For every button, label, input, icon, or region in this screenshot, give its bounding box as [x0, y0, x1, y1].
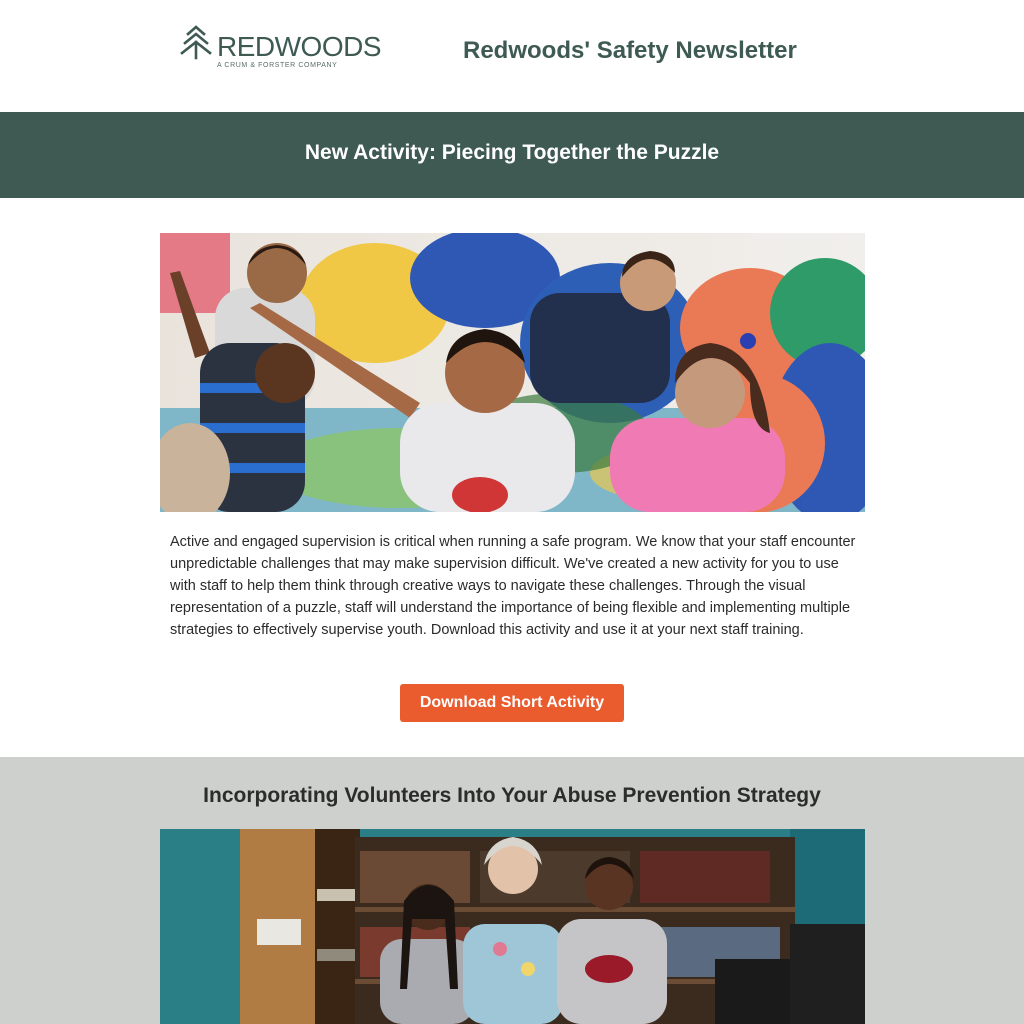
logo-tagline: A CRUM & FORSTER COMPANY — [217, 62, 338, 69]
banner-heading: New Activity: Piecing Together the Puzzle — [304, 141, 720, 164]
tree-logo-icon — [180, 24, 216, 60]
volunteers-section — [0, 757, 1024, 1024]
children-classroom-photo — [160, 233, 865, 512]
article-section — [0, 198, 1024, 757]
redwoods-logo[interactable] — [180, 24, 380, 74]
article-body: Active and engaged supervision is critical when running a safe program. We know that your staff encounter unpredictable challenges that may make supervision difficult. We've created a new activity for you to use with staff to help them think through creative ways to navigate these challenges. Through the visual representation of a puzzle, staff will understand the importance of being flexible and implementing multiple strategies to effectively supervise youth. Download this activity and use it at your next staff training. — [170, 534, 856, 638]
volunteers-heading: Incorporating Volunteers Into Your Abuse Prevention Strategy — [203, 784, 821, 807]
volunteers-library-photo — [160, 829, 865, 1024]
download-activity-button[interactable]: Download Short Activity — [400, 684, 624, 722]
logo-wordmark: REDWOODS — [217, 31, 381, 62]
newsletter-title: Redwoods' Safety Newsletter — [463, 37, 797, 64]
email-header — [0, 0, 1024, 112]
featured-banner — [0, 112, 1024, 198]
